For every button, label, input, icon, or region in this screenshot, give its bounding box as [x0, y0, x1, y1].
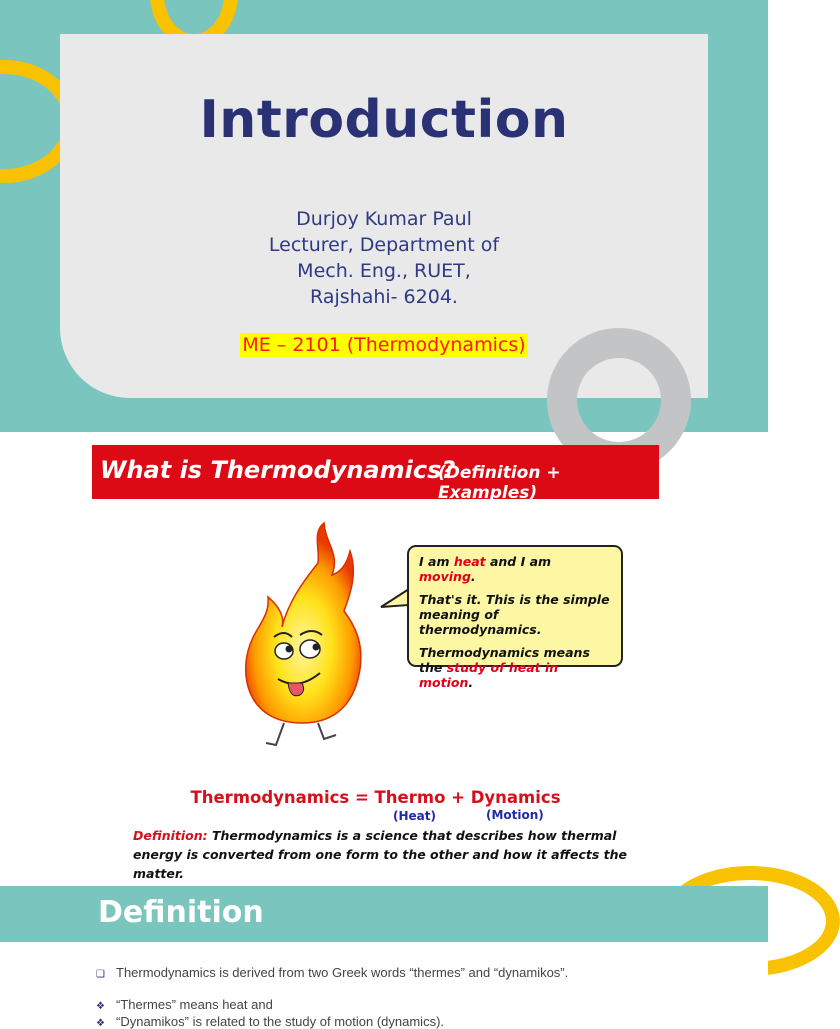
- author-name: Durjoy Kumar Paul: [296, 208, 472, 230]
- course-highlight: ME – 2101 (Thermodynamics): [242, 334, 526, 356]
- banner-subtitle: (Definition + Examples): [438, 463, 561, 503]
- author-info: [60, 206, 708, 310]
- list-item: ❖ “Thermes” means heat and: [96, 997, 273, 1012]
- definition-body: Thermodynamics is a science that describes how thermal energy is converted from one form to the other and how it affects the matter.: [133, 828, 627, 881]
- flame-mascot-icon: [232, 523, 372, 763]
- list-item: ❑ Thermodynamics is derived from two Greek words “thermes” and “dynamikos”.: [96, 965, 569, 980]
- word-moving: moving: [419, 569, 471, 584]
- definition-bullets: [0, 942, 768, 1029]
- author-department: Mech. Eng., RUET,: [297, 260, 471, 282]
- intro-title: Introduction: [199, 90, 569, 150]
- author-location: Rajshahi- 6204.: [310, 286, 458, 308]
- phrase-heat-in-motion: study of heat in motion: [419, 660, 559, 690]
- infographic-banner: [92, 445, 659, 503]
- word-heat: heat: [453, 554, 486, 569]
- bubble-line-2: That's it. This is the simple meaning of thermodynamics.: [419, 592, 610, 637]
- course-code: [60, 334, 708, 356]
- bubble-line-1: I am heat and I am moving.: [419, 554, 552, 584]
- diamond-bullet-icon: ❖: [96, 1018, 105, 1029]
- heat-label: (Heat): [393, 809, 436, 823]
- list-item: ❖ “Dynamikos” is related to the study of motion (dynamics).: [96, 1014, 445, 1029]
- motion-label: (Motion): [486, 808, 544, 822]
- speech-bubble: [407, 545, 623, 690]
- diamond-bullet-icon: ❖: [96, 1001, 105, 1012]
- intro-card: [60, 34, 708, 398]
- bubble-line-3: Thermodynamics means the study of heat in motion.: [419, 645, 590, 690]
- definition-header: [0, 886, 768, 942]
- intro-slide: [0, 0, 768, 432]
- author-position: Lecturer, Department of: [268, 234, 500, 256]
- banner-title: What is Thermodynamics?: [100, 456, 456, 484]
- square-bullet-icon: ❑: [96, 969, 105, 980]
- thermo-infographic: [92, 445, 659, 881]
- definition-text: [133, 826, 653, 883]
- definition-label: Definition:: [133, 828, 208, 843]
- definition-title: Definition: [98, 895, 264, 930]
- thermo-equation: Thermodynamics = Thermo + Dynamics: [190, 788, 561, 807]
